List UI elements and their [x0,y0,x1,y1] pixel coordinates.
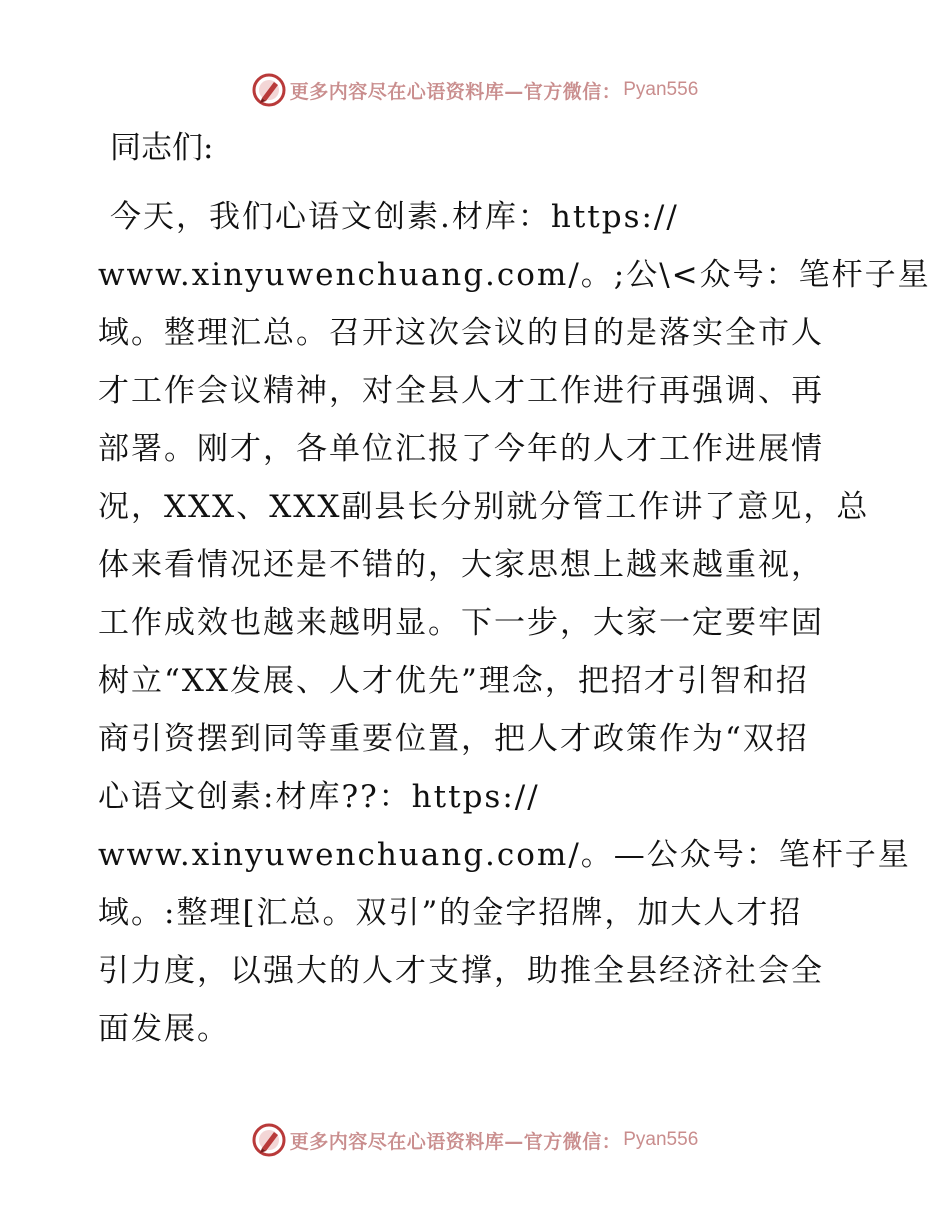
text-line: 域。整理汇总。召开这次会议的目的是落实全市人 [98,315,824,351]
body-paragraph [98,188,931,1058]
text-line: 今天，我们心语文创素.材库：https:// [110,199,679,235]
text-line: www.xinyuwenchuang.com/。;公\<众号：笔杆子星 [98,257,931,293]
salutation: 同志们: [110,130,214,166]
document-body [98,122,931,1058]
footer-banner-wechat-id: Pyan556 [623,1129,699,1150]
text-line: 才工作会议精神，对全县人才工作进行再强调、再 [98,373,824,409]
footer-banner [0,1120,950,1160]
header-banner-wechat-id: Pyan556 [623,79,699,100]
text-line: www.xinyuwenchuang.com/。—公众号：笔杆子星 [98,837,911,873]
header-banner-text: 更多内容尽在心语资料库—官方微信： [289,80,622,103]
text-line: 引力度，以强大的人才支撑，助推全县经济社会全 [98,953,824,989]
text-line: 部署。刚才，各单位汇报了今年的人才工作进展情 [98,431,824,467]
text-line: 商引资摆到同等重要位置，把人才政策作为“双招 [98,721,809,757]
text-line: 面发展。 [98,1011,230,1047]
text-line: 域。:整理[汇总。双引”的金字招牌，加大人才招 [98,895,803,931]
footer-banner-text: 更多内容尽在心语资料库—官方微信： [289,1130,622,1153]
text-line: 况，XXX、XXX副县长分别就分管工作讲了意见，总 [98,489,870,525]
pen-nib-logo-icon [252,73,286,107]
text-line: 心语文创素:材库??：https:// [98,779,540,815]
pen-nib-logo-icon [252,1123,286,1157]
text-line: 树立“XX发展、人才优先”理念，把招才引智和招 [98,663,809,699]
text-line: 体来看情况还是不错的，大家思想上越来越重视， [98,547,824,583]
text-line: 工作成效也越来越明显。下一步，大家一定要牢固 [98,605,824,641]
header-banner [0,70,950,110]
